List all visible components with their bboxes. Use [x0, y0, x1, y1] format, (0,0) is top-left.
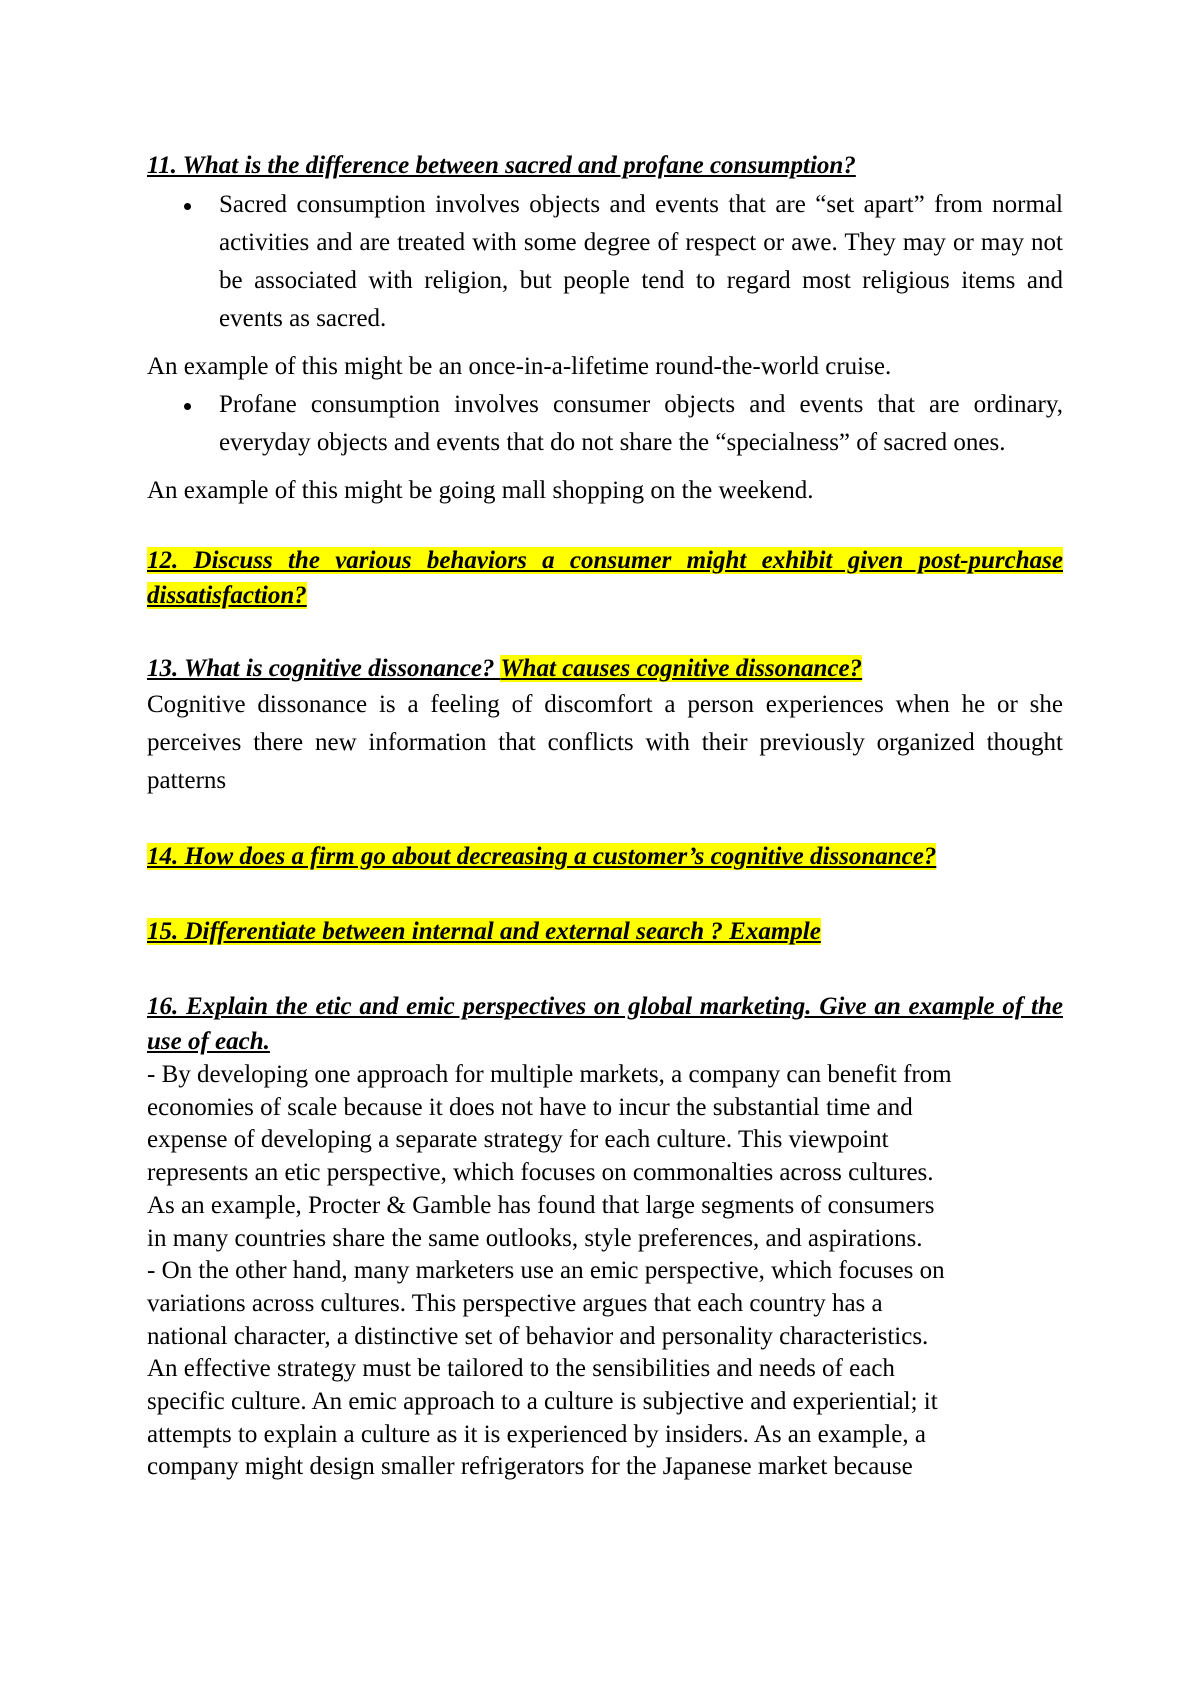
answer-line: specific culture. An emic approach to a culture is subjective and experiential; it: [147, 1388, 938, 1416]
question-13-title-part2: What causes cognitive dissonance?: [500, 655, 863, 682]
question-14-heading: [147, 839, 1063, 874]
question-14-title: 14. How does a firm go about decreasing a customer’s cognitive dissonance?: [147, 843, 937, 870]
answer-line: As an example, Procter & Gamble has found that large segments of consumers: [147, 1191, 935, 1219]
question-11-heading: [147, 148, 1063, 183]
question-13-title-part1: 13. What is cognitive dissonance?: [147, 655, 495, 682]
question-12-title: 12. Discuss the various behaviors a consumer might exhibit given post-purchase dissatisfaction?: [147, 547, 1063, 609]
answer-line: company might design smaller refrigerators for the Japanese market because: [147, 1453, 913, 1481]
question-16-heading: [147, 989, 1063, 1059]
answer-line: in many countries share the same outlooks, style preferences, and aspirations.: [147, 1224, 923, 1252]
sacred-example: An example of this might be an once-in-a-lifetime round-the-world cruise.: [147, 353, 892, 380]
answer-line: expense of developing a separate strategy for each culture. This viewpoint: [147, 1126, 889, 1154]
question-11-bullet-list: [147, 186, 1063, 338]
question-11-title: 11. What is the difference between sacred and profane consumption?: [147, 152, 856, 179]
question-15-heading: [147, 914, 1063, 949]
question-11-bullet-list-2: [147, 386, 1063, 462]
answer-line: - On the other hand, many marketers use an emic perspective, which focuses on: [147, 1257, 945, 1285]
answer-line: attempts to explain a culture as it is experienced by insiders. As an example, a: [147, 1420, 926, 1448]
profane-example: An example of this might be going mall shopping on the weekend.: [147, 477, 814, 504]
question-13-answer: Cognitive dissonance is a feeling of discomfort a person experiences when he or she perceives there new information that conflicts with their previously organized thought patterns: [147, 691, 1063, 794]
bullet-dot-icon: [184, 403, 191, 410]
answer-line: variations across cultures. This perspective argues that each country has a: [147, 1289, 883, 1317]
answer-line: economies of scale because it does not have to incur the substantial time and: [147, 1093, 913, 1121]
answer-line: An effective strategy must be tailored to the sensibilities and needs of each: [147, 1355, 895, 1383]
profane-bullet-item: [147, 386, 1063, 462]
sacred-bullet-item: [147, 186, 1063, 338]
bullet-dot-icon: [184, 203, 191, 210]
question-16-title: 16. Explain the etic and emic perspectives on global marketing. Give an example of the use of each.: [147, 993, 1063, 1055]
answer-line: represents an etic perspective, which focuses on commonalties across cultures.: [147, 1159, 934, 1187]
answer-line: national character, a distinctive set of behavior and personality characteristics.: [147, 1322, 929, 1350]
sacred-bullet-text: Sacred consumption involves objects and events that are “set apart” from normal activities and are treated with some degree of respect or awe. They may or may not be associated with religion, but people tend to regard most religious items and events as sacred.: [219, 191, 1063, 332]
document-page: [147, 148, 1063, 1484]
question-16-answer: [147, 1059, 1063, 1484]
answer-line: - By developing one approach for multiple markets, a company can benefit from: [147, 1061, 952, 1088]
question-15-title: 15. Differentiate between internal and external search ? Example: [147, 918, 821, 945]
question-13-heading: [147, 651, 1063, 686]
question-12-heading: [147, 543, 1063, 613]
profane-bullet-text: Profane consumption involves consumer objects and events that are ordinary, everyday objects and events that do not share the “specialness” of sacred ones.: [219, 391, 1063, 456]
